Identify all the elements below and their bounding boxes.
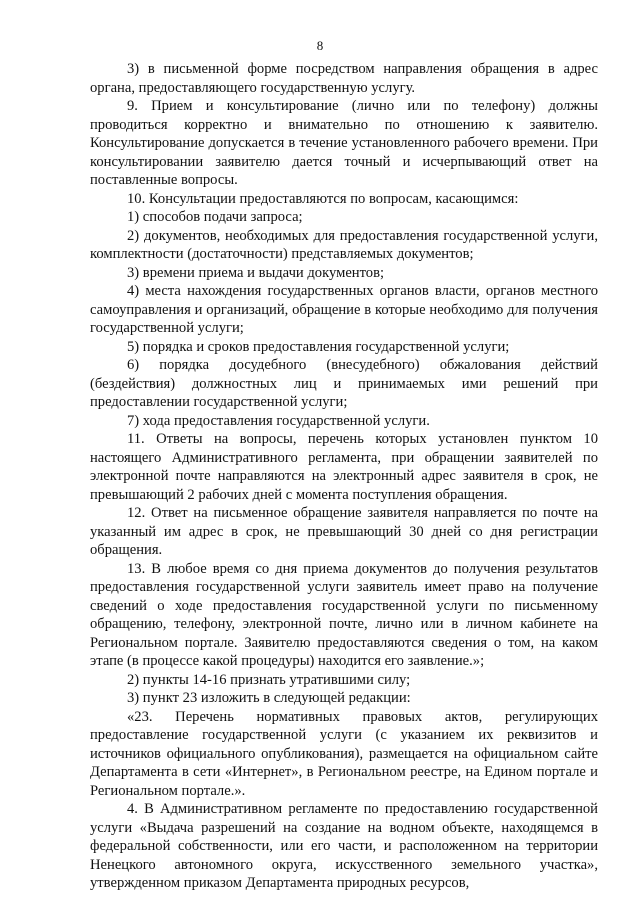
paragraph-clause-10-item-4: 4) места нахождения государственных органов власти, органов местного самоуправления и организаций, обращение в которые необходимо для получения государственной услуги; <box>90 283 598 336</box>
paragraph-amendment-3: 3) пункт 23 изложить в следующей редакции: <box>127 690 411 706</box>
paragraph-clause-10-item-1: 1) способов подачи запроса; <box>127 209 303 225</box>
paragraph-clause-13: 13. В любое время со дня приема документов до получения результатов предоставления государственной услуги заявитель имеет право на получение сведений о ходе предоставления государственной услуги по письменному обращению, телефону, электронной почте, лично или в личном кабинете на Региональном портале. Заявителю предоставляются сведения о том, на каком этапе (в процессе какой процедуры) находится его заявление.»; <box>90 560 598 669</box>
paragraph-amendment-2: 2) пункты 14-16 признать утратившими силу; <box>127 671 411 688</box>
paragraph-clause-10: 10. Консультации предоставляются по вопросам, касающимся: <box>127 190 519 207</box>
paragraph-clause-9: 9. Прием и консультирование (лично или по телефону) должны проводиться корректно и внимательно по отношению к заявителю. Консультирование допускается в течение установленного рабочего времени. При консультировании заявителю дается точный и исчерпывающий ответ на поставленные вопросы. <box>90 98 598 188</box>
paragraph-clause-23: «23. Перечень нормативных правовых актов, регулирующих предоставление государственной услуги (с указанием их реквизитов и источников официального опубликования), размещается на официальном сайте Департамента в сети «Интернет», в Региональном реестре, на Едином портале и Региональном портале.». <box>90 708 598 799</box>
paragraph-clause-10-item-7: 7) хода предоставления государственной услуги. <box>127 412 430 429</box>
paragraph-clause-10-item-6: 6) порядка досудебного (внесудебного) обжалования действий (бездействия) должностных лиц и принимаемых ими решений при предоставлении государственной услуги; <box>90 357 598 410</box>
document-body <box>90 60 598 893</box>
paragraph-clause-10-item-2: 2) документов, необходимых для предоставления государственной услуги, комплектности (достаточности) представляемых документов; <box>90 227 598 262</box>
paragraph-section-4: 4. В Административном регламенте по предоставлению государственной услуги «Выдача разрешений на создание на водном объекте, находящемся в федеральной собственности, или его части, и расположенном на территории Ненецкого автономного округа, искусственного земельного участка», утвержденном приказом Департамента природных ресурсов, <box>90 801 598 891</box>
page-number: 8 <box>316 38 324 53</box>
paragraph-clause-11: 11. Ответы на вопросы, перечень которых установлен пунктом 10 настоящего Административного регламента, при обращении заявителей по электронной почте направляются на электронный адрес заявителя в срок, не превышающий 2 рабочих дней с момента поступления обращения. <box>90 431 598 503</box>
paragraph-clause-10-item-5: 5) порядка и сроков предоставления государственной услуги; <box>127 338 510 355</box>
paragraph-clause-10-item-3: 3) времени приема и выдачи документов; <box>127 264 385 281</box>
paragraph-item-3-written-form: 3) в письменной форме посредством направления обращения в адрес органа, предоставляющего государственную услугу. <box>90 61 598 96</box>
paragraph-clause-12: 12. Ответ на письменное обращение заявителя направляется по почте на указанный им адрес в срок, не превышающий 30 дней со дня регистрации обращения. <box>90 505 598 558</box>
